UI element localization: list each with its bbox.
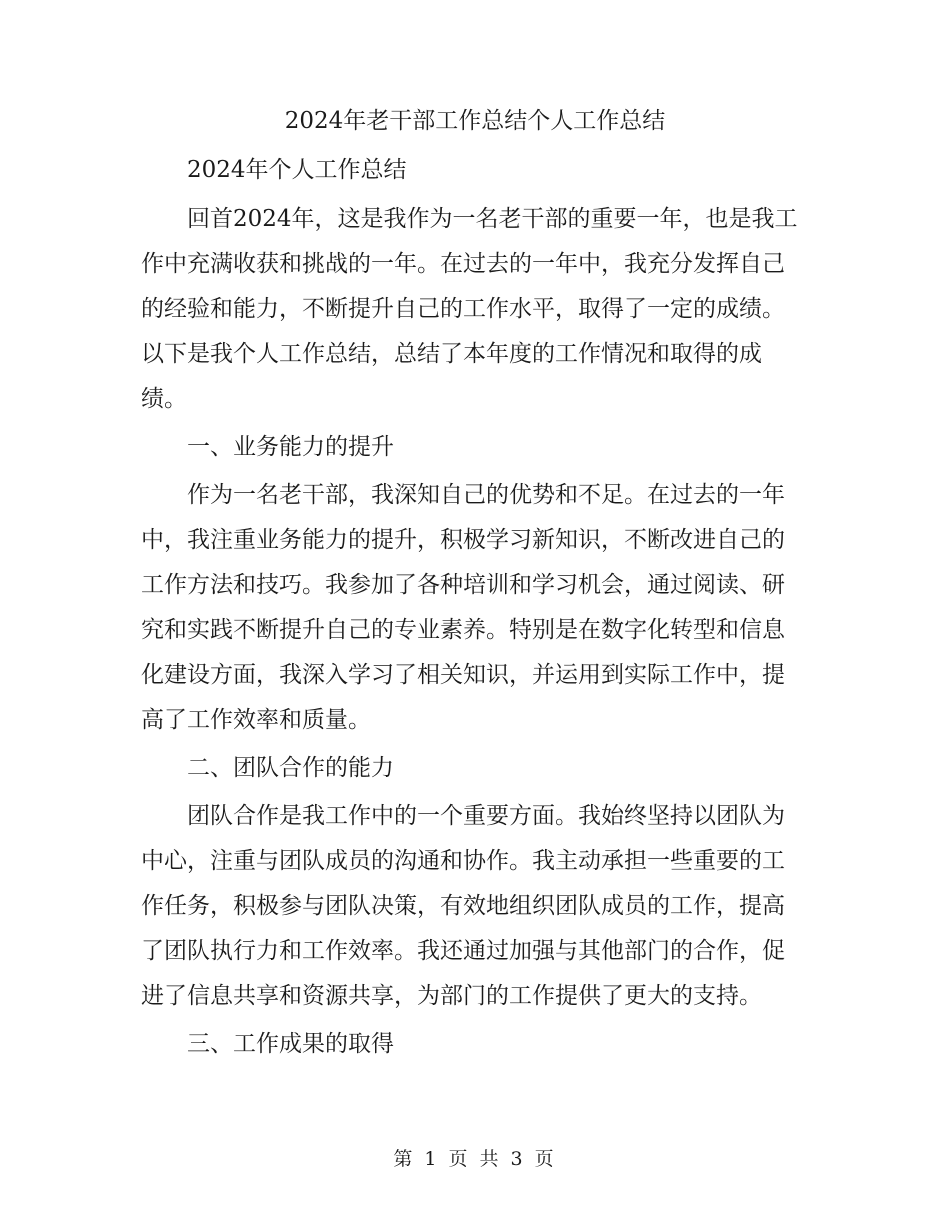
section-1-line: 究和实践不断提升自己的专业素养。特别是在数字化转型和信息 — [141, 617, 785, 643]
intro-line: 绩。 — [141, 386, 187, 412]
section-2-line: 团队合作是我工作中的一个重要方面。我始终坚持以团队为 — [187, 803, 785, 829]
intro-paragraph — [141, 201, 806, 417]
section-1-line: 高了工作效率和质量。 — [141, 707, 371, 733]
document-title: 2024年老干部工作总结个人工作总结 — [284, 108, 666, 134]
section-1-paragraph — [141, 477, 806, 738]
section-1-line: 工作方法和技巧。我参加了各种培训和学习机会，通过阅读、研 — [141, 572, 785, 598]
intro-line: 的经验和能力，不断提升自己的工作水平，取得了一定的成绩。 — [141, 296, 785, 322]
section-heading-3: 三、工作成果的取得 — [187, 1031, 394, 1057]
section-2-line: 作任务，积极参与团队决策，有效地组织团队成员的工作，提高 — [141, 893, 785, 919]
section-1-line: 作为一名老干部，我深知自己的优势和不足。在过去的一年 — [187, 482, 785, 508]
section-heading-2: 二、团队合作的能力 — [187, 755, 394, 781]
page-number: 第 1 页 共 3 页 — [393, 1148, 557, 1170]
intro-line: 作中充满收获和挑战的一年。在过去的一年中，我充分发挥自己 — [141, 251, 785, 277]
section-2-line: 了团队执行力和工作效率。我还通过加强与其他部门的合作，促 — [141, 938, 785, 964]
section-1-line: 化建设方面，我深入学习了相关知识，并运用到实际工作中，提 — [141, 662, 785, 688]
section-2-line: 进了信息共享和资源共享，为部门的工作提供了更大的支持。 — [141, 983, 762, 1009]
intro-line: 回首2024年，这是我作为一名老干部的重要一年，也是我工 — [187, 206, 798, 232]
section-2-line: 中心，注重与团队成员的沟通和协作。我主动承担一些重要的工 — [141, 848, 785, 874]
document-body — [141, 152, 806, 1062]
subtitle: 2024年个人工作总结 — [187, 157, 407, 183]
intro-line: 以下是我个人工作总结，总结了本年度的工作情况和取得的成 — [141, 341, 762, 367]
section-1-line: 中，我注重业务能力的提升，积极学习新知识，不断改进自己的 — [141, 527, 785, 553]
section-2-paragraph — [141, 798, 806, 1014]
section-heading-1: 一、业务能力的提升 — [187, 434, 394, 460]
